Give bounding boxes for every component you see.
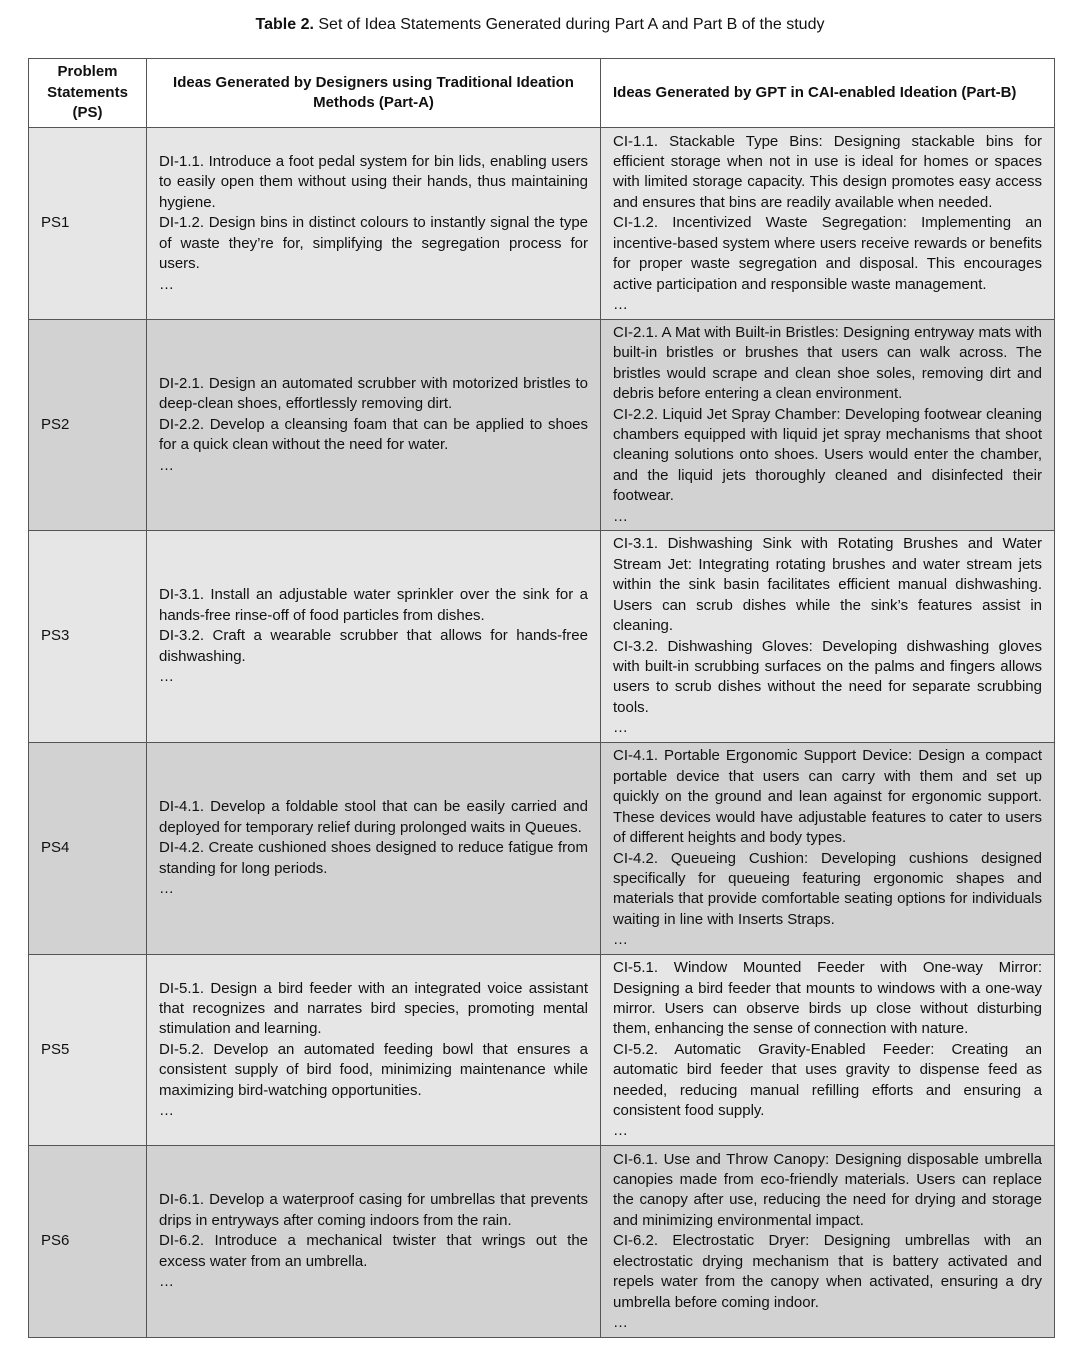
designer-idea: DI-2.1. Design an automated scrubber with motorized bristles to deep-clean shoes, effortlessly removing dirt. bbox=[159, 374, 588, 413]
gpt-ideas-cell bbox=[601, 531, 1055, 743]
gpt-idea: CI-6.1. Use and Throw Canopy: Designing disposable umbrella canopies made from eco-friendly materials. Users can replace the canopy after use, reducing the need for drying and storage and minimizing environmental impact. bbox=[613, 1150, 1042, 1229]
header-problem-statements: Problem Statements (PS) bbox=[29, 59, 147, 128]
gpt-idea: CI-4.2. Queueing Cushion: Developing cushions designed specifically for queueing featuring ergonomic shapes and materials that provide comfortable seating options for individuals waiting in line with Inserts Straps. bbox=[613, 849, 1042, 928]
table-row bbox=[29, 531, 1055, 743]
ideas-table bbox=[28, 58, 1055, 1338]
designer-idea: DI-4.1. Develop a foldable stool that can be easily carried and deployed for temporary relief during prolonged waits in Queues. bbox=[159, 798, 588, 836]
gpt-idea: CI-2.1. A Mat with Built-in Bristles: Designing entryway mats with built-in bristles or brushes that users can walk across. The bristles would scrape and clean shoe soles, removing dirt and debris before entering a clean environment. bbox=[613, 323, 1042, 403]
designer-idea: DI-2.2. Develop a cleansing foam that can be applied to shoes for a quick clean without the need for water. bbox=[159, 415, 588, 454]
gpt-ideas-cell bbox=[601, 128, 1055, 320]
ellipsis: … bbox=[159, 668, 175, 686]
designer-ideas-cell bbox=[147, 743, 601, 955]
designer-idea: DI-3.1. Install an adjustable water sprinkler over the sink for a hands-free rinse-off of food particles from dishes. bbox=[159, 586, 588, 624]
gpt-idea: CI-3.1. Dishwashing Sink with Rotating Brushes and Water Stream Jet: Integrating rotating brushes and water stream jets within the sink basin facilitates efficient manual dishwashing. Users can scrub dishes while the sink’s features assist in cleaning. bbox=[613, 535, 1042, 635]
table-row bbox=[29, 955, 1055, 1146]
header-row bbox=[29, 59, 1055, 128]
gpt-ideas-cell bbox=[601, 743, 1055, 955]
designer-idea: DI-1.1. Introduce a foot pedal system for bin lids, enabling users to easily open them without using their hands, thus maintaining hygiene. bbox=[159, 153, 588, 211]
designer-ideas-cell bbox=[147, 1146, 601, 1338]
gpt-idea: CI-4.1. Portable Ergonomic Support Device: Design a compact portable device that users can carry with them and set up quickly on the ground and lean against for ergonomic support. These devices would have adjustable features to cater to users of different heights and body types. bbox=[613, 747, 1042, 847]
designer-ideas-cell bbox=[147, 955, 601, 1146]
table-caption-text: Set of Idea Statements Generated during Part A and Part B of the study bbox=[318, 16, 825, 33]
gpt-ideas-cell bbox=[601, 955, 1055, 1146]
problem-statement-cell: PS6 bbox=[29, 1146, 147, 1338]
gpt-idea: CI-3.2. Dishwashing Gloves: Developing dishwashing gloves with built-in scrubbing surfaces on the palms and fingers allows users to scrub dishes without the need for separate scrubbing tools. bbox=[613, 637, 1042, 716]
gpt-idea: CI-1.1. Stackable Type Bins: Designing stackable bins for efficient storage when not in use is ideal for homes or spaces with limited storage capacity. This design promotes easy access and ensures that bins are readily available when needed. bbox=[613, 132, 1042, 211]
ellipsis: … bbox=[159, 1273, 175, 1291]
header-designer-ideas: Ideas Generated by Designers using Traditional Ideation Methods (Part-A) bbox=[147, 59, 601, 128]
table-row bbox=[29, 128, 1055, 320]
ellipsis: … bbox=[613, 931, 629, 949]
designer-idea: DI-6.2. Introduce a mechanical twister that wrings out the excess water from an umbrella. bbox=[159, 1232, 588, 1270]
designer-idea: DI-3.2. Craft a wearable scrubber that allows for hands-free dishwashing. bbox=[159, 627, 588, 665]
table-caption-label: Table 2. bbox=[255, 16, 314, 33]
gpt-idea: CI-5.1. Window Mounted Feeder with One-way Mirror: Designing a bird feeder that mounts to windows with a one-way mirror. Users can observe birds up close without disturbing them, enhancing the sense of connection with nature. bbox=[613, 959, 1042, 1038]
problem-statement-cell: PS5 bbox=[29, 955, 147, 1146]
gpt-ideas-cell bbox=[601, 320, 1055, 531]
ellipsis: … bbox=[159, 880, 175, 898]
gpt-idea: CI-1.2. Incentivized Waste Segregation: Implementing an incentive-based system where users receive rewards or benefits for proper waste segregation and disposal. This encourages active participation and responsible waste management. bbox=[613, 214, 1042, 293]
gpt-ideas-cell bbox=[601, 1146, 1055, 1338]
designer-idea: DI-5.2. Develop an automated feeding bowl that ensures a consistent supply of bird food, minimizing maintenance while maximizing bird-watching opportunities. bbox=[159, 1040, 588, 1099]
ellipsis: … bbox=[613, 507, 629, 525]
table-row bbox=[29, 743, 1055, 955]
designer-ideas-cell bbox=[147, 531, 601, 743]
header-gpt-ideas: Ideas Generated by GPT in CAI-enabled Ideation (Part-B) bbox=[601, 59, 1055, 128]
ellipsis: … bbox=[159, 1102, 175, 1120]
problem-statement-cell: PS2 bbox=[29, 320, 147, 531]
ellipsis: … bbox=[159, 456, 175, 474]
ellipsis: … bbox=[159, 275, 175, 293]
table-body bbox=[29, 128, 1055, 1338]
problem-statement-cell: PS1 bbox=[29, 128, 147, 320]
ellipsis: … bbox=[613, 719, 629, 737]
designer-idea: DI-4.2. Create cushioned shoes designed to reduce fatigue from standing for long periods. bbox=[159, 839, 588, 877]
table-row bbox=[29, 320, 1055, 531]
designer-ideas-cell bbox=[147, 128, 601, 320]
ellipsis: … bbox=[613, 1122, 629, 1140]
table-row bbox=[29, 1146, 1055, 1338]
ellipsis: … bbox=[613, 1313, 629, 1331]
designer-idea: DI-1.2. Design bins in distinct colours to instantly signal the type of waste they’re for, simplifying the segregation process for users. bbox=[159, 214, 588, 273]
problem-statement-cell: PS4 bbox=[29, 743, 147, 955]
designer-ideas-cell bbox=[147, 320, 601, 531]
designer-idea: DI-5.1. Design a bird feeder with an integrated voice assistant that recognizes and narrates bird species, promoting mental stimulation and learning. bbox=[159, 979, 588, 1038]
ellipsis: … bbox=[613, 295, 629, 313]
gpt-idea: CI-6.2. Electrostatic Dryer: Designing umbrellas with an electrostatic drying mechanism that is battery activated and repels water from the canopy when activated, ensuring a dry umbrella before coming indoor. bbox=[613, 1232, 1042, 1311]
gpt-idea: CI-2.2. Liquid Jet Spray Chamber: Developing footwear cleaning chambers equipped with liquid jet spray mechanisms that shoot cleaning solutions onto shoes. Users would enter the chamber, and the liquid jets thoroughly cleaned and disinfected their footwear. bbox=[613, 405, 1042, 505]
gpt-idea: CI-5.2. Automatic Gravity-Enabled Feeder: Creating an automatic bird feeder that uses gravity to dispense feed as needed, reducing manual refilling efforts and ensuring a consistent food supply. bbox=[613, 1040, 1042, 1120]
problem-statement-cell: PS3 bbox=[29, 531, 147, 743]
table-caption bbox=[0, 14, 1080, 36]
designer-idea: DI-6.1. Develop a waterproof casing for umbrellas that prevents drips in entryways after coming indoors from the rain. bbox=[159, 1191, 588, 1229]
